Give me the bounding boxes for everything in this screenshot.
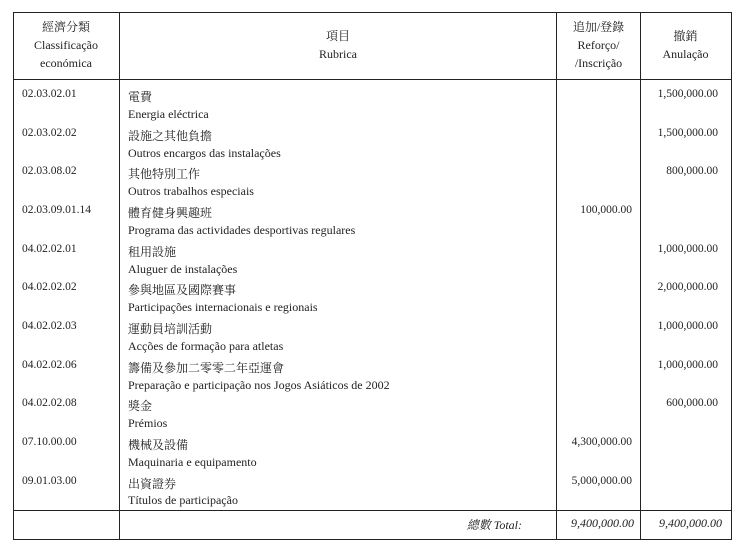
total-divider (13, 510, 732, 511)
row-reforco: 4,300,000.00 (571, 436, 632, 448)
row-code: 07.10.00.00 (22, 436, 77, 448)
row-anulacao: 1,500,000.00 (657, 88, 718, 100)
row-anulacao: 2,000,000.00 (657, 281, 718, 293)
header-annul (641, 27, 730, 63)
row-rubric-pt: Títulos de participação (128, 493, 238, 507)
column-divider (119, 12, 120, 539)
row-rubric-zh: 機械及設備 (128, 438, 189, 452)
row-rubric-pt: Preparação e participação nos Jogos Asiáticos de 2002 (128, 378, 390, 392)
row-rubric-zh: 運動員培訓活動 (128, 322, 213, 336)
row-anulacao: 600,000.00 (666, 397, 718, 409)
row-rubric-zh: 籌備及參加二零零二年亞運會 (128, 361, 285, 375)
row-rubric-pt: Acções de formação para atletas (128, 339, 284, 353)
header-reinforce-pt2: /Inscrição (574, 56, 623, 70)
row-code: 09.01.03.00 (22, 475, 77, 487)
row-rubric-zh: 設施之其他負擔 (128, 129, 213, 143)
row-anulacao: 1,000,000.00 (657, 359, 718, 371)
budget-table (13, 12, 732, 540)
row-rubric-pt: Participações internacionais e regionais (128, 300, 318, 314)
row-code: 02.03.02.01 (22, 88, 77, 100)
total-label: 總數 Total: (466, 518, 522, 532)
row-rubric-pt: Programa das actividades desportivas regulares (128, 223, 356, 237)
row-rubric-pt: Maquinaria e equipamento (128, 455, 257, 469)
row-code: 04.02.02.03 (22, 320, 77, 332)
row-code: 04.02.02.01 (22, 243, 77, 255)
header-classification-pt2: económica (40, 56, 92, 70)
header-classification-pt1: Classificação (34, 38, 98, 52)
header-annul-zh: 撤銷 (673, 29, 698, 43)
row-rubric-pt: Energia eléctrica (128, 107, 209, 121)
header-classification (13, 18, 119, 72)
row-reforco: 5,000,000.00 (571, 475, 632, 487)
row-code: 02.03.02.02 (22, 127, 77, 139)
row-anulacao: 1,000,000.00 (657, 243, 718, 255)
row-rubric-zh: 參與地區及國際賽事 (128, 283, 237, 297)
header-rubric-pt: Rubrica (319, 47, 357, 61)
row-rubric-pt: Outros trabalhos especiais (128, 184, 254, 198)
header-rubric-zh: 項目 (325, 29, 350, 43)
row-code: 04.02.02.06 (22, 359, 77, 371)
row-code: 04.02.02.08 (22, 397, 77, 409)
header-annul-pt: Anulação (662, 47, 709, 61)
row-rubric-zh: 體育健身興趣班 (128, 206, 213, 220)
total-anulacao: 9,400,000.00 (659, 516, 722, 530)
row-rubric-zh: 出資證券 (128, 477, 177, 491)
row-code: 04.02.02.02 (22, 281, 77, 293)
header-divider (13, 79, 732, 80)
total-reforco: 9,400,000.00 (571, 516, 634, 530)
row-rubric-zh: 電費 (128, 90, 153, 104)
row-rubric-zh: 租用設施 (128, 245, 177, 259)
header-rubric (120, 27, 556, 63)
row-rubric-zh: 獎金 (128, 399, 153, 413)
header-reinforce (557, 18, 640, 72)
row-anulacao: 1,500,000.00 (657, 127, 718, 139)
row-rubric-pt: Outros encargos das instalações (128, 146, 281, 160)
row-code: 02.03.08.02 (22, 165, 77, 177)
column-divider (556, 12, 557, 539)
column-divider (640, 12, 641, 539)
row-anulacao: 1,000,000.00 (657, 320, 718, 332)
row-rubric-zh: 其他特別工作 (128, 167, 201, 181)
row-rubric-pt: Aluguer de instalações (128, 262, 238, 276)
header-classification-zh: 經濟分類 (41, 20, 90, 34)
header-reinforce-pt1: Reforço/ (577, 38, 620, 52)
header-reinforce-zh: 追加/登錄 (572, 20, 625, 34)
row-rubric-pt: Prémios (128, 416, 168, 430)
row-reforco: 100,000.00 (580, 204, 632, 216)
row-code: 02.03.09.01.14 (22, 204, 91, 216)
row-anulacao: 800,000.00 (666, 165, 718, 177)
